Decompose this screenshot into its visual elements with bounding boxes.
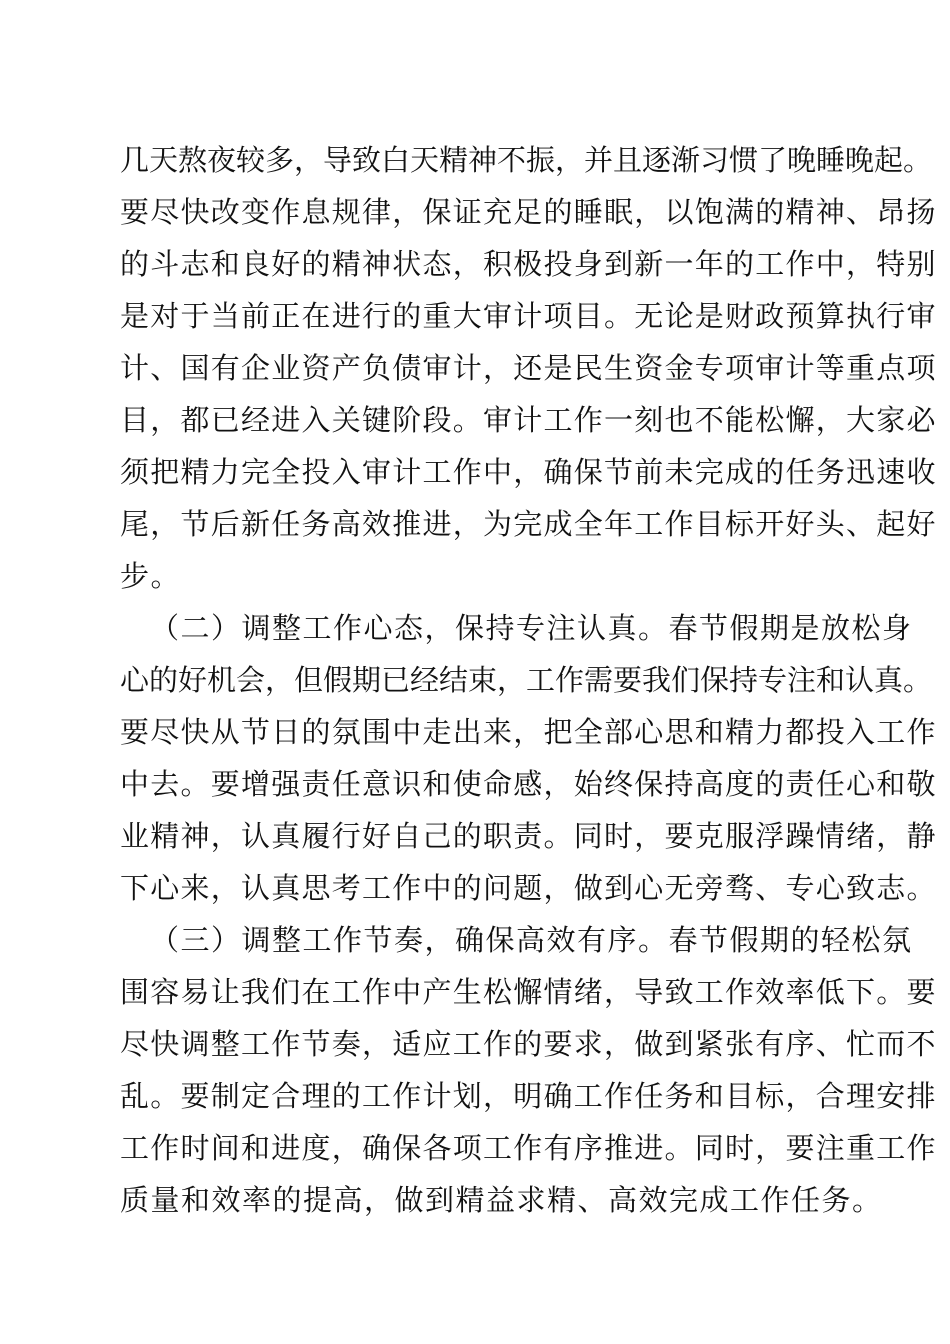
paragraph2-line: 业精神，认真履行好自己的职责。同时，要克服浮躁情绪，静 — [120, 819, 937, 853]
paragraph1-line: 是对于当前正在进行的重大审计项目。无论是财政预算执行审 — [120, 299, 937, 333]
paragraph3-line: 质量和效率的提高，做到精益求精、高效完成工作任务。 — [120, 1183, 883, 1217]
paragraph2-heading-line: （二）调整工作心态，保持专注认真。春节假期是放松身 — [150, 611, 913, 645]
paragraph1-line: 的斗志和良好的精神状态，积极投身到新一年的工作中，特别 — [120, 247, 937, 281]
paragraph3-heading-line: （三）调整工作节奏，确保高效有序。春节假期的轻松氛 — [150, 923, 913, 957]
paragraph3-line: 工作时间和进度，确保各项工作有序推进。同时，要注重工作 — [120, 1131, 937, 1165]
paragraph1-line: 几天熬夜较多，导致白天精神不振，并且逐渐习惯了晚睡晚起。 — [120, 143, 933, 177]
paragraph1-line: 计、国有企业资产负债审计，还是民生资金专项审计等重点项 — [120, 351, 937, 385]
paragraph3-line: 围容易让我们在工作中产生松懈情绪，导致工作效率低下。要 — [120, 975, 937, 1009]
paragraph1-line: 步。 — [120, 559, 182, 593]
paragraph1-line: 目，都已经进入关键阶段。审计工作一刻也不能松懈，大家必 — [120, 403, 937, 437]
paragraph2-line: 心的好机会，但假期已经结束，工作需要我们保持专注和认真。 — [120, 663, 933, 697]
paragraph1-line: 须把精力完全投入审计工作中，确保节前未完成的任务迅速收 — [120, 455, 937, 489]
paragraph2-line: 中去。要增强责任意识和使命感，始终保持高度的责任心和敬 — [120, 767, 937, 801]
paragraph2-line: 下心来，认真思考工作中的问题，做到心无旁骛、专心致志。 — [120, 871, 937, 905]
paragraph2-line: 要尽快从节日的氛围中走出来，把全部心思和精力都投入工作 — [120, 715, 937, 749]
paragraph3-line: 乱。要制定合理的工作计划，明确工作任务和目标，合理安排 — [120, 1079, 937, 1113]
paragraph3-line: 尽快调整工作节奏，适应工作的要求，做到紧张有序、忙而不 — [120, 1027, 937, 1061]
paragraph1-line: 尾，节后新任务高效推进，为完成全年工作目标开好头、起好 — [120, 507, 937, 541]
paragraph1-line: 要尽快改变作息规律，保证充足的睡眠，以饱满的精神、昂扬 — [120, 195, 937, 229]
